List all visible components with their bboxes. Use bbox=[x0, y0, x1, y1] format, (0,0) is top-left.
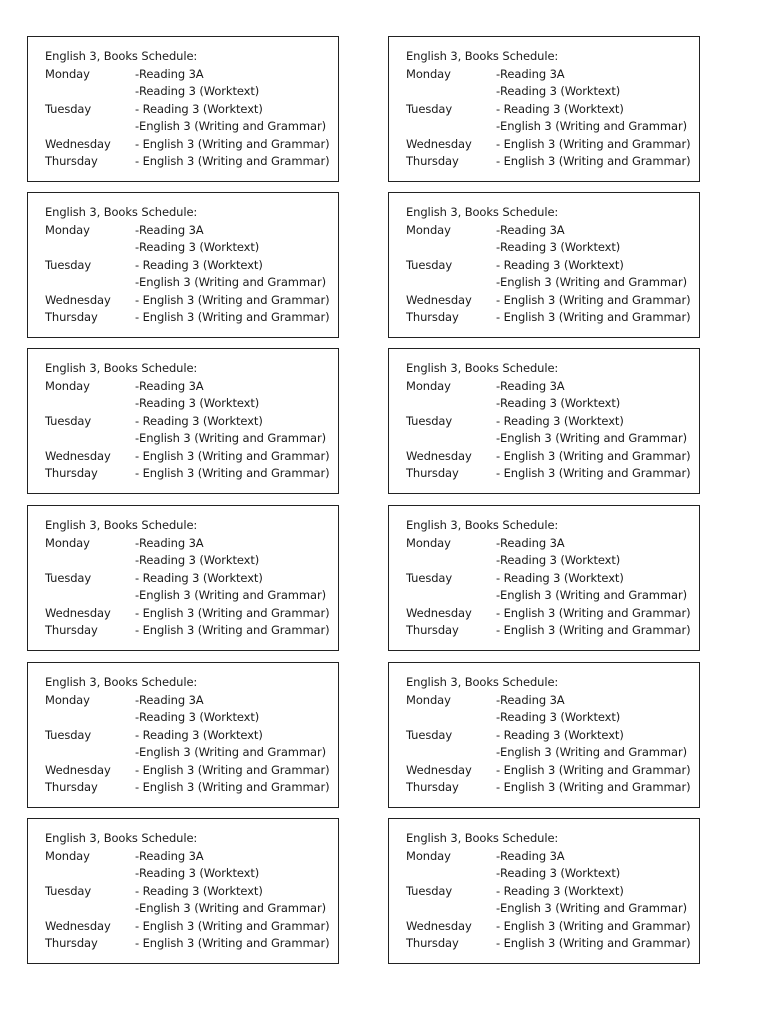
schedule-book: -English 3 (Writing and Grammar) bbox=[496, 588, 687, 602]
schedule-row bbox=[406, 570, 699, 588]
schedule-card bbox=[27, 192, 339, 338]
schedule-day: Tuesday bbox=[406, 570, 453, 585]
schedule-book: -Reading 3A bbox=[496, 222, 565, 237]
schedule-day: Thursday bbox=[406, 780, 459, 794]
schedule-book: - Reading 3 (Worktext) bbox=[135, 257, 263, 272]
schedule-row bbox=[45, 570, 338, 588]
schedule-title: English 3, Books Schedule: bbox=[406, 675, 559, 689]
schedule-row bbox=[406, 779, 699, 797]
schedule-row bbox=[45, 535, 338, 553]
schedule-row bbox=[45, 448, 338, 466]
schedule-day: Tuesday bbox=[406, 727, 453, 742]
schedule-day: Wednesday bbox=[406, 918, 472, 933]
schedule-row bbox=[406, 66, 699, 84]
schedule-book: -English 3 (Writing and Grammar) bbox=[496, 431, 687, 445]
schedule-book: -Reading 3 (Worktext) bbox=[496, 866, 621, 880]
schedule-book: -Reading 3 (Worktext) bbox=[135, 710, 260, 724]
schedule-row bbox=[45, 153, 338, 171]
schedule-day: Thursday bbox=[45, 154, 98, 168]
schedule-day: Monday bbox=[45, 378, 90, 393]
schedule-book: -Reading 3 (Worktext) bbox=[135, 866, 260, 880]
schedule-row bbox=[45, 430, 338, 448]
schedule-row bbox=[45, 309, 338, 327]
schedule-day: Tuesday bbox=[45, 101, 92, 116]
schedule-row bbox=[45, 935, 338, 953]
schedule-day: Tuesday bbox=[45, 883, 92, 898]
schedule-day: Tuesday bbox=[45, 727, 92, 742]
schedule-title: English 3, Books Schedule: bbox=[406, 831, 559, 845]
schedule-book: -English 3 (Writing and Grammar) bbox=[135, 119, 326, 133]
schedule-book: - Reading 3 (Worktext) bbox=[496, 257, 624, 272]
schedule-book: -Reading 3 (Worktext) bbox=[496, 240, 621, 254]
schedule-book: - English 3 (Writing and Grammar) bbox=[496, 154, 691, 168]
schedule-row bbox=[45, 101, 338, 119]
schedule-book: -Reading 3 (Worktext) bbox=[496, 396, 621, 410]
schedule-row bbox=[45, 378, 338, 396]
schedule-row bbox=[406, 413, 699, 431]
schedule-book: - English 3 (Writing and Grammar) bbox=[496, 936, 691, 950]
schedule-book: - Reading 3 (Worktext) bbox=[496, 413, 624, 428]
schedule-day bbox=[406, 552, 496, 570]
schedule-day: Monday bbox=[45, 66, 90, 81]
schedule-row bbox=[406, 292, 699, 310]
schedule-day: Monday bbox=[406, 66, 451, 81]
schedule-book: - English 3 (Writing and Grammar) bbox=[135, 918, 330, 933]
schedule-book: -Reading 3A bbox=[135, 848, 204, 863]
schedule-day: Wednesday bbox=[45, 918, 111, 933]
schedule-row bbox=[406, 883, 699, 901]
schedule-row bbox=[406, 935, 699, 953]
schedule-card bbox=[388, 192, 700, 338]
schedule-row bbox=[45, 413, 338, 431]
schedule-card bbox=[27, 36, 339, 182]
schedule-row bbox=[45, 900, 338, 918]
schedule-book: -Reading 3A bbox=[496, 378, 565, 393]
schedule-card bbox=[388, 348, 700, 494]
schedule-row bbox=[45, 605, 338, 623]
schedule-book: - Reading 3 (Worktext) bbox=[135, 101, 263, 116]
schedule-row bbox=[45, 118, 338, 136]
schedule-row bbox=[45, 587, 338, 605]
schedule-row bbox=[406, 153, 699, 171]
schedule-day: Thursday bbox=[45, 780, 98, 794]
schedule-day: Tuesday bbox=[45, 257, 92, 272]
schedule-day: Wednesday bbox=[45, 292, 111, 307]
schedule-book: - Reading 3 (Worktext) bbox=[496, 101, 624, 116]
schedule-book: - Reading 3 (Worktext) bbox=[496, 570, 624, 585]
schedule-day: Wednesday bbox=[45, 448, 111, 463]
schedule-book: -Reading 3A bbox=[135, 378, 204, 393]
schedule-row bbox=[45, 883, 338, 901]
schedule-day: Monday bbox=[406, 535, 451, 550]
schedule-row bbox=[406, 762, 699, 780]
schedule-day bbox=[45, 709, 135, 727]
schedule-book: - English 3 (Writing and Grammar) bbox=[496, 310, 691, 324]
schedule-day: Tuesday bbox=[45, 413, 92, 428]
schedule-day bbox=[406, 430, 496, 448]
schedule-card bbox=[27, 818, 339, 964]
schedule-book: - Reading 3 (Worktext) bbox=[135, 883, 263, 898]
schedule-row bbox=[45, 292, 338, 310]
schedule-day: Monday bbox=[406, 848, 451, 863]
schedule-book: - English 3 (Writing and Grammar) bbox=[135, 292, 330, 307]
schedule-day: Thursday bbox=[406, 936, 459, 950]
schedule-row bbox=[45, 274, 338, 292]
schedule-day bbox=[45, 744, 135, 762]
schedule-row bbox=[45, 136, 338, 154]
schedule-day: Wednesday bbox=[45, 762, 111, 777]
schedule-row bbox=[406, 118, 699, 136]
schedule-row bbox=[406, 900, 699, 918]
schedule-card bbox=[388, 662, 700, 808]
schedule-title: English 3, Books Schedule: bbox=[45, 49, 198, 63]
schedule-day bbox=[406, 83, 496, 101]
schedule-book: -Reading 3A bbox=[496, 66, 565, 81]
schedule-day bbox=[45, 83, 135, 101]
schedule-book: - English 3 (Writing and Grammar) bbox=[496, 762, 691, 777]
schedule-day bbox=[406, 709, 496, 727]
schedule-row bbox=[406, 465, 699, 483]
schedule-book: -Reading 3 (Worktext) bbox=[496, 553, 621, 567]
schedule-day bbox=[406, 274, 496, 292]
schedule-day: Wednesday bbox=[406, 448, 472, 463]
schedule-title: English 3, Books Schedule: bbox=[45, 361, 198, 375]
schedule-book: -English 3 (Writing and Grammar) bbox=[496, 275, 687, 289]
schedule-row bbox=[45, 709, 338, 727]
schedule-card bbox=[27, 348, 339, 494]
schedule-day bbox=[45, 118, 135, 136]
schedule-row bbox=[406, 309, 699, 327]
schedule-row bbox=[45, 257, 338, 275]
schedule-book: - Reading 3 (Worktext) bbox=[496, 727, 624, 742]
schedule-row bbox=[406, 222, 699, 240]
schedule-book: - English 3 (Writing and Grammar) bbox=[135, 780, 330, 794]
schedule-title: English 3, Books Schedule: bbox=[45, 518, 198, 532]
schedule-day: Monday bbox=[406, 222, 451, 237]
schedule-row bbox=[45, 727, 338, 745]
schedule-book: -English 3 (Writing and Grammar) bbox=[135, 901, 326, 915]
schedule-day bbox=[45, 865, 135, 883]
schedule-row bbox=[406, 605, 699, 623]
schedule-book: - English 3 (Writing and Grammar) bbox=[496, 136, 691, 151]
schedule-book: - Reading 3 (Worktext) bbox=[135, 413, 263, 428]
schedule-book: -English 3 (Writing and Grammar) bbox=[496, 901, 687, 915]
schedule-row bbox=[406, 395, 699, 413]
schedule-row bbox=[45, 865, 338, 883]
schedule-book: -English 3 (Writing and Grammar) bbox=[135, 745, 326, 759]
schedule-row bbox=[45, 239, 338, 257]
schedule-row bbox=[406, 587, 699, 605]
schedule-row bbox=[406, 83, 699, 101]
schedule-row bbox=[406, 378, 699, 396]
schedule-book: -Reading 3A bbox=[135, 222, 204, 237]
schedule-day: Tuesday bbox=[406, 413, 453, 428]
schedule-row bbox=[406, 274, 699, 292]
schedule-row bbox=[45, 692, 338, 710]
schedule-day bbox=[45, 552, 135, 570]
schedule-title: English 3, Books Schedule: bbox=[45, 675, 198, 689]
schedule-row bbox=[406, 918, 699, 936]
schedule-row bbox=[45, 918, 338, 936]
schedule-book: - English 3 (Writing and Grammar) bbox=[496, 918, 691, 933]
schedule-title: English 3, Books Schedule: bbox=[406, 49, 559, 63]
schedule-day bbox=[406, 395, 496, 413]
schedule-book: - English 3 (Writing and Grammar) bbox=[135, 154, 330, 168]
schedule-row bbox=[406, 535, 699, 553]
schedule-card bbox=[388, 505, 700, 651]
schedule-book: - English 3 (Writing and Grammar) bbox=[496, 605, 691, 620]
schedule-day: Tuesday bbox=[45, 570, 92, 585]
schedule-row bbox=[406, 136, 699, 154]
schedule-day: Monday bbox=[45, 848, 90, 863]
schedule-day: Thursday bbox=[406, 310, 459, 324]
schedule-title: English 3, Books Schedule: bbox=[406, 361, 559, 375]
schedule-row bbox=[406, 692, 699, 710]
schedule-book: - English 3 (Writing and Grammar) bbox=[496, 780, 691, 794]
schedule-row bbox=[406, 744, 699, 762]
schedule-day bbox=[45, 395, 135, 413]
schedule-book: -Reading 3 (Worktext) bbox=[496, 710, 621, 724]
schedule-day: Monday bbox=[45, 535, 90, 550]
schedule-row bbox=[406, 430, 699, 448]
schedule-day: Thursday bbox=[45, 466, 98, 480]
schedule-row bbox=[45, 744, 338, 762]
schedule-book: -Reading 3 (Worktext) bbox=[135, 553, 260, 567]
schedule-book: -English 3 (Writing and Grammar) bbox=[496, 119, 687, 133]
schedule-book: - English 3 (Writing and Grammar) bbox=[135, 310, 330, 324]
schedule-title: English 3, Books Schedule: bbox=[45, 831, 198, 845]
schedule-row bbox=[45, 762, 338, 780]
schedule-card bbox=[388, 36, 700, 182]
schedule-book: - English 3 (Writing and Grammar) bbox=[135, 136, 330, 151]
schedule-book: - English 3 (Writing and Grammar) bbox=[135, 623, 330, 637]
schedule-row bbox=[406, 865, 699, 883]
schedule-row bbox=[406, 552, 699, 570]
schedule-day: Thursday bbox=[406, 623, 459, 637]
schedule-day bbox=[406, 239, 496, 257]
schedule-title: English 3, Books Schedule: bbox=[406, 205, 559, 219]
schedule-title: English 3, Books Schedule: bbox=[406, 518, 559, 532]
schedule-book: - English 3 (Writing and Grammar) bbox=[135, 936, 330, 950]
schedule-row bbox=[45, 395, 338, 413]
schedule-day bbox=[406, 587, 496, 605]
schedule-row bbox=[406, 448, 699, 466]
schedule-book: - English 3 (Writing and Grammar) bbox=[496, 623, 691, 637]
schedule-book: - Reading 3 (Worktext) bbox=[135, 570, 263, 585]
schedule-day bbox=[406, 744, 496, 762]
schedule-day bbox=[406, 865, 496, 883]
schedule-book: -Reading 3A bbox=[496, 848, 565, 863]
schedule-row bbox=[45, 622, 338, 640]
schedule-day: Tuesday bbox=[406, 883, 453, 898]
schedule-book: - Reading 3 (Worktext) bbox=[496, 883, 624, 898]
schedule-day: Monday bbox=[45, 692, 90, 707]
schedule-day: Thursday bbox=[45, 623, 98, 637]
schedule-day: Monday bbox=[45, 222, 90, 237]
schedule-day: Monday bbox=[406, 692, 451, 707]
schedule-book: -English 3 (Writing and Grammar) bbox=[135, 588, 326, 602]
schedule-title: English 3, Books Schedule: bbox=[45, 205, 198, 219]
schedule-day bbox=[45, 239, 135, 257]
schedule-row bbox=[45, 552, 338, 570]
schedule-day: Monday bbox=[406, 378, 451, 393]
schedule-day bbox=[406, 900, 496, 918]
schedule-day: Wednesday bbox=[45, 136, 111, 151]
schedule-row bbox=[406, 257, 699, 275]
schedule-book: -English 3 (Writing and Grammar) bbox=[496, 745, 687, 759]
schedule-book: -English 3 (Writing and Grammar) bbox=[135, 275, 326, 289]
schedule-day: Thursday bbox=[45, 310, 98, 324]
schedule-book: -Reading 3 (Worktext) bbox=[496, 84, 621, 98]
schedule-card bbox=[27, 505, 339, 651]
schedule-row bbox=[406, 239, 699, 257]
schedule-book: - English 3 (Writing and Grammar) bbox=[135, 466, 330, 480]
schedule-row bbox=[45, 83, 338, 101]
schedule-book: -Reading 3A bbox=[135, 66, 204, 81]
schedule-book: -English 3 (Writing and Grammar) bbox=[135, 431, 326, 445]
schedule-day: Thursday bbox=[45, 936, 98, 950]
schedule-day: Wednesday bbox=[406, 605, 472, 620]
schedule-row bbox=[406, 848, 699, 866]
schedule-day: Wednesday bbox=[45, 605, 111, 620]
schedule-day bbox=[45, 587, 135, 605]
schedule-day: Wednesday bbox=[406, 762, 472, 777]
schedule-day bbox=[406, 118, 496, 136]
schedule-book: - Reading 3 (Worktext) bbox=[135, 727, 263, 742]
schedule-day: Thursday bbox=[406, 154, 459, 168]
schedule-book: -Reading 3A bbox=[496, 692, 565, 707]
schedule-row bbox=[406, 101, 699, 119]
schedule-book: -Reading 3A bbox=[496, 535, 565, 550]
schedule-row bbox=[406, 709, 699, 727]
schedule-book: - English 3 (Writing and Grammar) bbox=[135, 448, 330, 463]
schedule-day: Tuesday bbox=[406, 101, 453, 116]
schedule-book: - English 3 (Writing and Grammar) bbox=[496, 292, 691, 307]
schedule-day bbox=[45, 274, 135, 292]
schedule-day: Wednesday bbox=[406, 292, 472, 307]
schedule-row bbox=[45, 848, 338, 866]
schedule-book: -Reading 3A bbox=[135, 535, 204, 550]
schedule-book: -Reading 3 (Worktext) bbox=[135, 84, 260, 98]
schedule-row bbox=[406, 622, 699, 640]
schedule-book: -Reading 3A bbox=[135, 692, 204, 707]
schedule-row bbox=[45, 779, 338, 797]
schedule-day bbox=[45, 430, 135, 448]
schedule-book: - English 3 (Writing and Grammar) bbox=[135, 762, 330, 777]
schedule-book: -Reading 3 (Worktext) bbox=[135, 396, 260, 410]
schedule-book: -Reading 3 (Worktext) bbox=[135, 240, 260, 254]
schedule-book: - English 3 (Writing and Grammar) bbox=[496, 466, 691, 480]
schedule-book: - English 3 (Writing and Grammar) bbox=[135, 605, 330, 620]
schedule-row bbox=[45, 66, 338, 84]
schedule-day: Thursday bbox=[406, 466, 459, 480]
schedule-book: - English 3 (Writing and Grammar) bbox=[496, 448, 691, 463]
schedule-day: Tuesday bbox=[406, 257, 453, 272]
schedule-row bbox=[45, 465, 338, 483]
schedule-day: Wednesday bbox=[406, 136, 472, 151]
schedule-row bbox=[45, 222, 338, 240]
schedule-card bbox=[27, 662, 339, 808]
schedule-card bbox=[388, 818, 700, 964]
schedule-day bbox=[45, 900, 135, 918]
schedule-row bbox=[406, 727, 699, 745]
